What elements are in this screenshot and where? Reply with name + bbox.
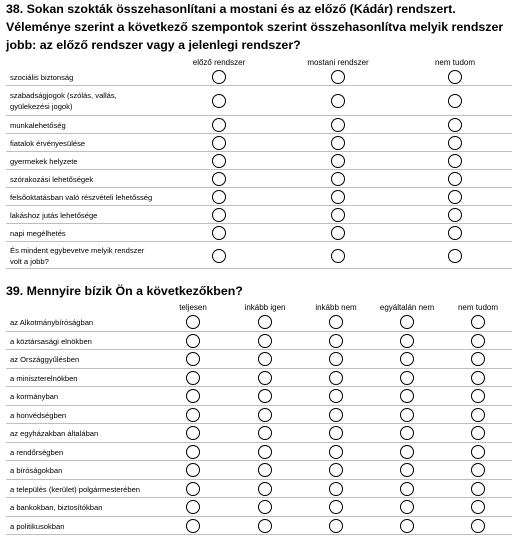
q39-row bbox=[0, 350, 518, 369]
q38-title-line-2: Véleménye szerint a következő szempontok szerint összehasonlítva melyik rendszer bbox=[6, 20, 504, 34]
q38-radio-option-1[interactable] bbox=[212, 154, 226, 168]
q38-row-label: munkalehetőség bbox=[10, 121, 66, 130]
q38-radio-option-3[interactable] bbox=[448, 154, 462, 168]
q39-radio-option-5[interactable] bbox=[471, 463, 485, 477]
q38-row-label: szórakozási lehetőségek bbox=[10, 175, 94, 184]
q39-radio-option-2[interactable] bbox=[258, 482, 272, 496]
q38-radio-option-2[interactable] bbox=[331, 226, 345, 240]
q38-radio-option-3[interactable] bbox=[448, 208, 462, 222]
q39-radio-option-3[interactable] bbox=[329, 334, 343, 348]
q39-col-header-not-at-all: egyáltalán nem bbox=[379, 303, 435, 312]
q39-radio-option-4[interactable] bbox=[400, 371, 414, 385]
q39-title: 39. Mennyire bízik Ön a következőkben? bbox=[6, 284, 243, 298]
q39-radio-option-1[interactable] bbox=[186, 500, 200, 514]
q38-row bbox=[0, 188, 518, 206]
q39-row bbox=[0, 498, 518, 517]
q39-radio-option-2[interactable] bbox=[258, 463, 272, 477]
q38-radio-option-1[interactable] bbox=[212, 226, 226, 240]
q38-radio-option-1[interactable] bbox=[212, 190, 226, 204]
q39-radio-option-4[interactable] bbox=[400, 482, 414, 496]
q39-radio-option-4[interactable] bbox=[400, 519, 414, 533]
q39-row bbox=[0, 461, 518, 480]
q39-col-header-dont-know: nem tudom bbox=[457, 303, 499, 312]
q39-row bbox=[0, 369, 518, 388]
q38-radio-option-2[interactable] bbox=[331, 208, 345, 222]
q38-radio-option-2[interactable] bbox=[331, 172, 345, 186]
q39-radio-option-4[interactable] bbox=[400, 445, 414, 459]
q39-radio-option-3[interactable] bbox=[329, 426, 343, 440]
q38-radio-option-1[interactable] bbox=[212, 208, 226, 222]
q39-radio-option-3[interactable] bbox=[329, 519, 343, 533]
q39-radio-option-5[interactable] bbox=[471, 445, 485, 459]
q38-radio-option-1[interactable] bbox=[212, 249, 226, 263]
q38-radio-option-1[interactable] bbox=[212, 118, 226, 132]
q39-radio-option-2[interactable] bbox=[258, 426, 272, 440]
q38-radio-option-3[interactable] bbox=[448, 226, 462, 240]
q39-radio-option-3[interactable] bbox=[329, 389, 343, 403]
q39-radio-option-2[interactable] bbox=[258, 445, 272, 459]
q39-radio-option-5[interactable] bbox=[471, 408, 485, 422]
q38-radio-option-2[interactable] bbox=[331, 190, 345, 204]
q38-col-header-dont-know: nem tudom bbox=[434, 58, 476, 67]
q38-col-header-current: mostani rendszer bbox=[307, 58, 369, 67]
q39-radio-option-3[interactable] bbox=[329, 371, 343, 385]
q39-radio-option-3[interactable] bbox=[329, 352, 343, 366]
q39-radio-option-4[interactable] bbox=[400, 334, 414, 348]
q39-col-header-rather-yes: inkább igen bbox=[244, 303, 286, 312]
q39-radio-option-2[interactable] bbox=[258, 500, 272, 514]
q38-row bbox=[0, 152, 518, 170]
q38-radio-option-3[interactable] bbox=[448, 94, 462, 108]
q38-radio-option-3[interactable] bbox=[448, 118, 462, 132]
q39-radio-option-3[interactable] bbox=[329, 315, 343, 329]
q38-radio-option-3[interactable] bbox=[448, 172, 462, 186]
q39-row-label: az Országgyűlésben bbox=[10, 355, 80, 364]
q39-radio-option-5[interactable] bbox=[471, 500, 485, 514]
q38-row bbox=[0, 116, 518, 134]
q39-radio-option-4[interactable] bbox=[400, 389, 414, 403]
q39-radio-option-1[interactable] bbox=[186, 519, 200, 533]
q39-radio-option-1[interactable] bbox=[186, 426, 200, 440]
q38-row-label: szabadságjogok (szólás, vallás, gyülekezési jogok) bbox=[10, 91, 117, 111]
q38-radio-option-2[interactable] bbox=[331, 94, 345, 108]
q39-radio-option-4[interactable] bbox=[400, 408, 414, 422]
q38-radio-option-1[interactable] bbox=[212, 172, 226, 186]
q38-radio-option-1[interactable] bbox=[212, 94, 226, 108]
q38-row-label: És mindent egybevetve melyik rendszer volt a jobb? bbox=[10, 246, 145, 266]
q39-radio-option-4[interactable] bbox=[400, 426, 414, 440]
q39-radio-option-5[interactable] bbox=[471, 315, 485, 329]
q38-row-label: fiatalok érvényesülése bbox=[10, 139, 86, 148]
q39-radio-option-5[interactable] bbox=[471, 352, 485, 366]
q39-radio-option-1[interactable] bbox=[186, 463, 200, 477]
q39-row-label: a politikusokban bbox=[10, 521, 65, 531]
q38-row-label: napi megélhetés bbox=[10, 229, 66, 238]
q38-row-label: felsőoktatásban való részvételi lehetősség bbox=[10, 193, 153, 202]
q39-col-header-rather-no: inkább nem bbox=[315, 303, 357, 312]
q39-row bbox=[0, 387, 518, 406]
q39-row bbox=[0, 313, 518, 332]
q39-radio-option-3[interactable] bbox=[329, 463, 343, 477]
q39-radio-option-4[interactable] bbox=[400, 463, 414, 477]
q39-row-label: a kormányban bbox=[10, 392, 59, 401]
q39-radio-option-3[interactable] bbox=[329, 500, 343, 514]
q39-row bbox=[0, 406, 518, 425]
q38-row bbox=[0, 68, 518, 86]
q39-radio-option-2[interactable] bbox=[258, 389, 272, 403]
q39-row bbox=[0, 424, 518, 443]
q39-row-label: a miniszterelnökben bbox=[10, 373, 78, 383]
q39-radio-option-4[interactable] bbox=[400, 315, 414, 329]
q39-radio-option-1[interactable] bbox=[186, 371, 200, 385]
q39-radio-option-1[interactable] bbox=[186, 334, 200, 348]
q38-row bbox=[0, 170, 518, 188]
q39-radio-option-1[interactable] bbox=[186, 408, 200, 422]
q38-radio-option-2[interactable] bbox=[331, 154, 345, 168]
q39-row-label: a bankokban, biztosítókban bbox=[10, 503, 103, 512]
q38-row bbox=[0, 206, 518, 224]
q39-radio-option-5[interactable] bbox=[471, 426, 485, 440]
q39-radio-option-2[interactable] bbox=[258, 519, 272, 533]
q39-row-label: a köztársasági elnökben bbox=[10, 336, 92, 346]
q39-radio-option-4[interactable] bbox=[400, 500, 414, 514]
q38-radio-option-3[interactable] bbox=[448, 70, 462, 84]
q39-row-label: a bíróságokban bbox=[10, 466, 63, 475]
q38-title-line-1: 38. Sokan szokták összehasonlítani a mostani és az előző (Kádár) rendszert. bbox=[6, 2, 456, 16]
q38-row bbox=[0, 134, 518, 152]
q39-radio-option-5[interactable] bbox=[471, 482, 485, 496]
q39-radio-option-2[interactable] bbox=[258, 352, 272, 366]
q39-radio-option-5[interactable] bbox=[471, 371, 485, 385]
q38-radio-option-2[interactable] bbox=[331, 118, 345, 132]
q39-radio-option-1[interactable] bbox=[186, 315, 200, 329]
q38-radio-option-1[interactable] bbox=[212, 136, 226, 150]
q39-col-header-fully: teljesen bbox=[179, 303, 207, 312]
q39-radio-option-3[interactable] bbox=[329, 482, 343, 496]
q38-radio-option-2[interactable] bbox=[331, 70, 345, 84]
q39-radio-option-2[interactable] bbox=[258, 371, 272, 385]
q38-row-label: gyermekek helyzete bbox=[10, 157, 78, 166]
row-divider bbox=[6, 534, 512, 535]
q39-radio-option-2[interactable] bbox=[258, 334, 272, 348]
q39-row-label: a település (kerület) polgármesterében bbox=[10, 484, 141, 494]
q38-row-label: szociális biztonság bbox=[10, 73, 74, 82]
q38-radio-option-2[interactable] bbox=[331, 249, 345, 263]
q38-radio-option-2[interactable] bbox=[331, 136, 345, 150]
q39-radio-option-3[interactable] bbox=[329, 445, 343, 459]
q39-radio-option-5[interactable] bbox=[471, 334, 485, 348]
q39-radio-option-3[interactable] bbox=[329, 408, 343, 422]
q38-col-header-previous: előző rendszer bbox=[192, 58, 246, 67]
q38-row bbox=[0, 86, 518, 116]
q38-row-label: lakáshoz jutás lehetősége bbox=[10, 211, 98, 220]
q38-row bbox=[0, 224, 518, 242]
row-divider bbox=[6, 268, 512, 269]
q39-row bbox=[0, 517, 518, 536]
q38-radio-option-3[interactable] bbox=[448, 136, 462, 150]
q39-row-label: a honvédségben bbox=[10, 410, 67, 420]
q39-radio-option-1[interactable] bbox=[186, 389, 200, 403]
q38-radio-option-1[interactable] bbox=[212, 70, 226, 84]
q39-radio-option-1[interactable] bbox=[186, 445, 200, 459]
q39-row-label: az Alkotmánybíróságban bbox=[10, 318, 94, 327]
q39-radio-option-5[interactable] bbox=[471, 389, 485, 403]
q38-radio-option-3[interactable] bbox=[448, 249, 462, 263]
q38-row bbox=[0, 242, 518, 269]
q39-row bbox=[0, 480, 518, 499]
q39-radio-option-5[interactable] bbox=[471, 519, 485, 533]
q39-radio-option-2[interactable] bbox=[258, 315, 272, 329]
q39-row bbox=[0, 332, 518, 351]
q39-radio-option-1[interactable] bbox=[186, 482, 200, 496]
q38-title-line-3: jobb: az előző rendszer vagy a jelenlegi rendszer? bbox=[6, 38, 301, 52]
q38-radio-option-3[interactable] bbox=[448, 190, 462, 204]
q39-radio-option-4[interactable] bbox=[400, 352, 414, 366]
q39-row bbox=[0, 443, 518, 462]
q39-row-label: a rendőrségben bbox=[10, 447, 64, 457]
q39-radio-option-2[interactable] bbox=[258, 408, 272, 422]
q39-row-label: az egyházakban általában bbox=[10, 429, 99, 438]
q39-radio-option-1[interactable] bbox=[186, 352, 200, 366]
